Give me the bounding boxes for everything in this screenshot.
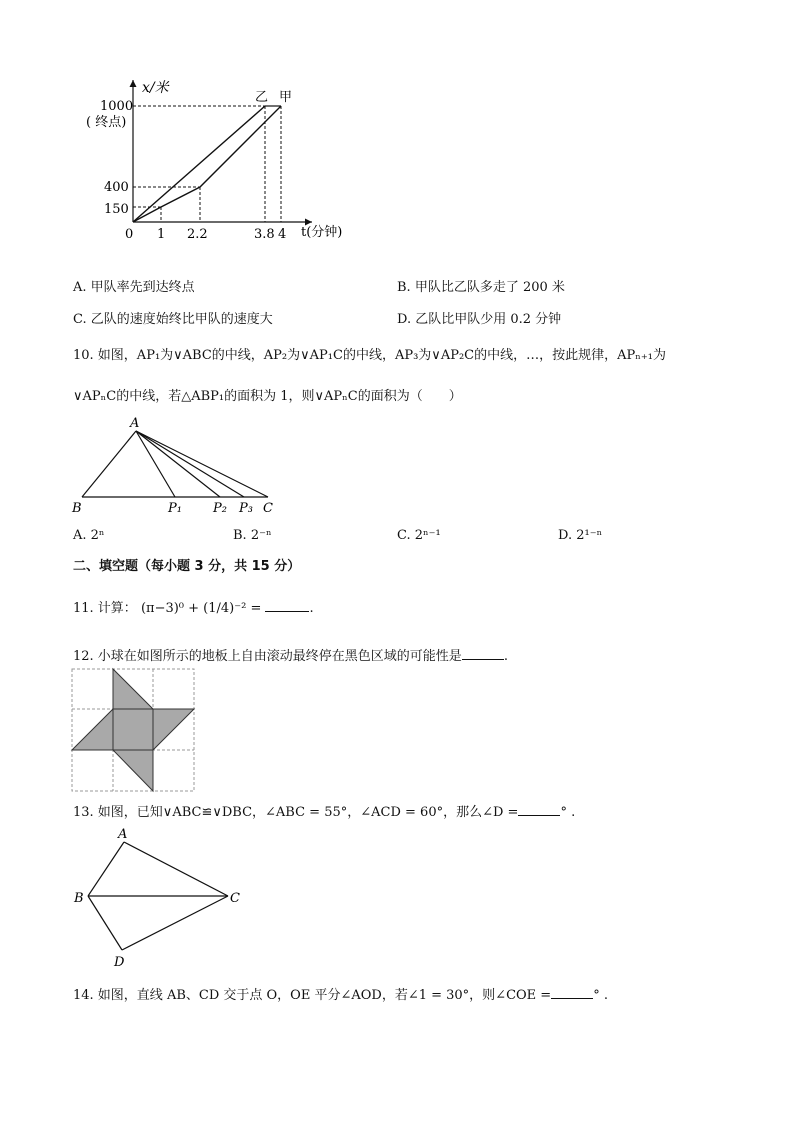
x-tick-3-8: 3.8 xyxy=(254,227,275,242)
q10-line2: ∨APₙC的中线，若△ABP₁的面积为 1，则∨APₙC的面积为（ ） xyxy=(73,389,462,404)
q10-label-p3: P₃ xyxy=(239,501,253,516)
q10-label-p1: P₁ xyxy=(168,501,182,516)
x-tick-4: 4 xyxy=(278,227,287,242)
q10-label-p2: P₂ xyxy=(213,501,227,516)
q12-floor-figure xyxy=(0,665,794,795)
q13-row xyxy=(73,801,575,820)
q9-option-c: C. 乙队的速度始终比甲队的速度大 xyxy=(73,312,273,327)
q11-row xyxy=(73,597,314,616)
series-yi-line xyxy=(133,106,265,222)
q11-period: . xyxy=(309,601,314,616)
q10-option-d: D. 2¹⁻ⁿ xyxy=(558,528,603,543)
q10-label-b: B xyxy=(72,501,82,516)
q10-triangle-figure xyxy=(0,415,794,535)
q13-text: 13. 如图，已知∨ABC≌∨DBC，∠ABC = 55°，∠ACD = 60°，那么∠D = xyxy=(73,805,519,820)
x-tick-1: 1 xyxy=(157,227,166,242)
y-tick-1000: 1000 xyxy=(100,99,134,114)
q14-row xyxy=(73,984,608,1003)
q13-answer-blank[interactable] xyxy=(518,815,560,816)
q11-label: 11. 计算： xyxy=(73,601,137,616)
y-tick-150: 150 xyxy=(104,202,129,217)
q10-label-c: C xyxy=(263,501,273,516)
series-jia-line xyxy=(133,106,281,222)
q10-option-c: C. 2ⁿ⁻¹ xyxy=(397,528,441,543)
q12-answer-blank[interactable] xyxy=(462,659,504,660)
q9-option-d: D. 乙队比甲队少用 0.2 分钟 xyxy=(397,312,562,327)
q9-option-b: B. 甲队比乙队多走了 200 米 xyxy=(397,280,565,295)
q11-expression: (π−3)⁰ + (1/4)⁻² = xyxy=(140,601,262,616)
q11-answer-blank[interactable] xyxy=(265,611,309,612)
y-tick-note: ( 终点) xyxy=(86,115,127,130)
q12-row xyxy=(73,645,508,664)
y-axis-label: x/米 xyxy=(142,80,169,96)
q10-label-a: A xyxy=(130,416,140,431)
label-jia: 甲 xyxy=(279,90,293,105)
q13-label-a: A xyxy=(118,827,128,842)
section-heading: 二、填空题（每小题 3 分，共 15 分） xyxy=(73,559,301,574)
q13-degree-end: ° . xyxy=(560,805,576,820)
q12-period: . xyxy=(503,649,508,664)
label-yi: 乙 xyxy=(255,90,269,105)
q13-label-d: D xyxy=(114,955,125,970)
distance-time-graph xyxy=(0,0,794,250)
q13-label-b: B xyxy=(74,891,84,906)
q13-quadrilateral-figure xyxy=(0,820,794,970)
q9-option-a: A. 甲队率先到达终点 xyxy=(73,280,195,295)
x-tick-0: 0 xyxy=(125,227,134,242)
x-axis-label: t(分钟) xyxy=(301,225,343,240)
q14-text: 14. 如图，直线 AB、CD 交于点 O，OE 平分∠AOD，若∠1 = 30°，则∠COE = xyxy=(73,988,552,1003)
q12-text: 12. 小球在如图所示的地板上自由滚动最终停在黑色区域的可能性是 xyxy=(73,649,462,664)
q10-option-b: B. 2⁻ⁿ xyxy=(233,528,272,543)
x-tick-2-2: 2.2 xyxy=(187,227,208,242)
y-tick-400: 400 xyxy=(104,180,129,195)
q14-degree-end: ° . xyxy=(593,988,608,1003)
q14-answer-blank[interactable] xyxy=(551,998,593,999)
q10-option-a: A. 2ⁿ xyxy=(73,528,105,543)
q10-line1: 10. 如图，AP₁为∨ABC的中线，AP₂为∨AP₁C的中线，AP₃为∨AP₂C的中线，…，按此规律，APₙ₊₁为 xyxy=(73,348,666,363)
q13-label-c: C xyxy=(230,891,240,906)
